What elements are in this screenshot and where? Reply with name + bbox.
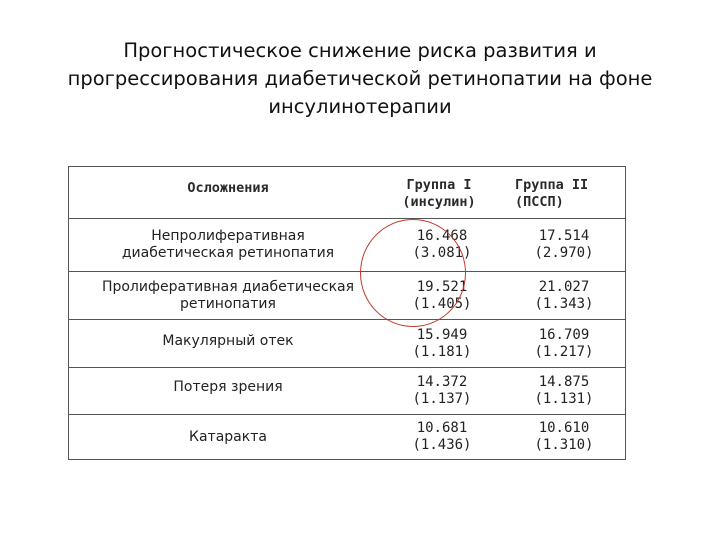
row-label-line1: Непролиферативная bbox=[151, 228, 305, 244]
row-label bbox=[69, 333, 387, 350]
group1-value bbox=[387, 327, 497, 361]
table-row bbox=[69, 272, 625, 320]
header-group2 bbox=[515, 177, 615, 211]
group2-sd: (2.970) bbox=[534, 245, 594, 261]
group1-mean: 19.521 bbox=[416, 279, 468, 295]
group1-mean: 14.372 bbox=[416, 374, 468, 390]
header-group1-line1: Группа I bbox=[406, 177, 472, 193]
group1-mean: 16.468 bbox=[416, 228, 468, 244]
group1-value bbox=[387, 228, 497, 262]
row-label-line2: диабетическая ретинопатия bbox=[121, 245, 335, 261]
group2-value bbox=[501, 327, 627, 361]
group1-value bbox=[387, 420, 497, 454]
group2-mean: 21.027 bbox=[538, 279, 590, 295]
group2-sd: (1.217) bbox=[534, 344, 594, 360]
row-label bbox=[69, 429, 387, 446]
slide-title bbox=[60, 37, 660, 121]
group1-sd: (3.081) bbox=[412, 245, 472, 261]
group2-value bbox=[501, 228, 627, 262]
header-group1 bbox=[387, 177, 491, 211]
title-line-1: Прогностическое снижение риска развития и bbox=[123, 39, 597, 62]
group1-mean: 15.949 bbox=[416, 327, 468, 343]
group2-value bbox=[501, 279, 627, 313]
row-label bbox=[69, 228, 387, 262]
group2-sd: (1.131) bbox=[534, 391, 594, 407]
group2-sd: (1.343) bbox=[534, 296, 594, 312]
table-header-row bbox=[69, 167, 625, 219]
row-label-line1: Потеря зрения bbox=[173, 379, 283, 395]
group2-mean: 16.709 bbox=[538, 327, 590, 343]
complications-table bbox=[68, 166, 626, 460]
table-row bbox=[69, 368, 625, 415]
group1-sd: (1.405) bbox=[412, 296, 472, 312]
row-label-line1: Катаракта bbox=[189, 429, 267, 445]
title-line-2: прогрессирования диабетической ретинопатии на фоне bbox=[67, 67, 653, 90]
header-group2-line1: Группа II bbox=[515, 177, 589, 193]
group2-value bbox=[501, 420, 627, 454]
group2-mean: 14.875 bbox=[538, 374, 590, 390]
group2-mean: 10.610 bbox=[538, 420, 590, 436]
row-label-line1: Макулярный отек bbox=[162, 333, 294, 349]
header-group1-line2: (инсулин) bbox=[402, 194, 476, 210]
group1-sd: (1.436) bbox=[412, 437, 472, 453]
group2-value bbox=[501, 374, 627, 408]
group1-sd: (1.181) bbox=[412, 344, 472, 360]
header-complications: Осложнения bbox=[187, 180, 269, 196]
group1-value bbox=[387, 279, 497, 313]
group1-sd: (1.137) bbox=[412, 391, 472, 407]
row-label bbox=[69, 379, 387, 396]
group1-mean: 10.681 bbox=[416, 420, 468, 436]
group1-value bbox=[387, 374, 497, 408]
title-line-3: инсулинотерапии bbox=[268, 95, 452, 118]
group2-sd: (1.310) bbox=[534, 437, 594, 453]
header-group2-line2: (ПССП) bbox=[515, 194, 564, 210]
table-row bbox=[69, 320, 625, 368]
group2-mean: 17.514 bbox=[538, 228, 590, 244]
row-label-line2: ретинопатия bbox=[180, 296, 276, 312]
table-row bbox=[69, 219, 625, 272]
table-row bbox=[69, 415, 625, 461]
row-label-line1: Пролиферативная диабетическая bbox=[101, 279, 355, 295]
row-label bbox=[47, 279, 409, 313]
